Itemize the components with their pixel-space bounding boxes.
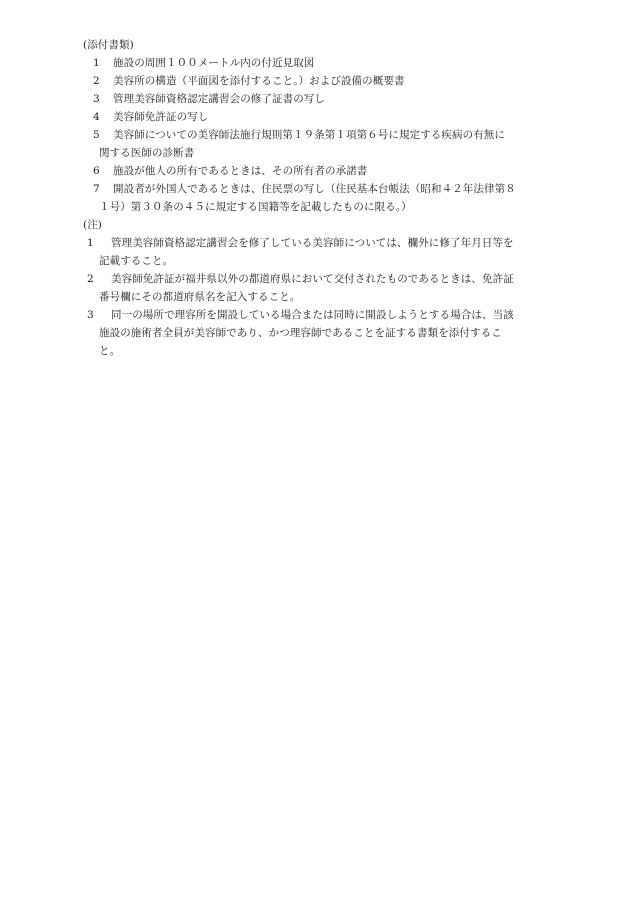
notes-section [83, 216, 563, 360]
item-number: 5 [93, 129, 100, 141]
item-text: 美容所の構造（平面図を添付すること。）および設備の概要書 [113, 75, 405, 87]
item-text: 美容師についての美容師法施行規則第１９条第１項第６号に規定する疾病の有無に [113, 129, 505, 141]
note-item-1 [83, 234, 563, 270]
attachments-heading: (添付書類) [83, 39, 134, 51]
item-text-continued: 関する医師の診断書 [99, 147, 195, 159]
item-text-continued: １号）第３０条の４５に規定する国籍等を記載したものに限る。） [99, 201, 412, 213]
attachment-item-4 [83, 108, 563, 126]
item-text: 施設が他人の所有であるときは、その所有者の承諾書 [113, 165, 368, 177]
item-number: 7 [93, 183, 100, 195]
item-text: 美容師免許証の写し [113, 111, 209, 123]
item-text: 同一の場所で理容所を開設している場合または同時に開設しようとする場合は、当該 [111, 309, 514, 321]
attachments-list [83, 54, 563, 216]
item-text: 施設の周囲１００メートル内の付近見取図 [113, 57, 315, 69]
item-text-continued: 記載すること。 [99, 255, 174, 267]
item-text-continued: 番号欄にその都道府県名を記入すること。 [99, 291, 301, 303]
item-number: 1 [93, 57, 100, 69]
item-text: 美容師免許証が福井県以外の都道府県において交付されたものであるときは、免許証 [111, 273, 514, 285]
item-number: 2 [87, 273, 94, 285]
item-text-continued: 施設の施術者全員が美容師であり、かつ理容師であることを証する書類を添付するこ [99, 327, 502, 339]
note-item-3 [83, 306, 563, 360]
item-number: 6 [93, 165, 100, 177]
item-number: 3 [93, 93, 100, 105]
attachments-section [83, 36, 563, 216]
attachment-item-1 [83, 54, 563, 72]
document-page [83, 36, 563, 360]
attachment-item-6 [83, 162, 563, 180]
item-text: 開設者が外国人であるときは、住民票の写し（住民基本台帳法（昭和４２年法律第８ [113, 183, 516, 195]
notes-heading: (注) [83, 219, 102, 231]
item-number: 1 [87, 237, 94, 249]
note-item-2 [83, 270, 563, 306]
attachment-item-3 [83, 90, 563, 108]
item-text: 管理美容師資格認定講習会の修了証書の写し [113, 93, 325, 105]
notes-list [83, 234, 563, 360]
attachment-item-7 [83, 180, 563, 216]
item-number: 3 [87, 309, 94, 321]
attachment-item-2 [83, 72, 563, 90]
item-text-continued: と。 [99, 345, 121, 357]
attachment-item-5 [83, 126, 563, 162]
item-text: 管理美容師資格認定講習会を修了している美容師については、欄外に修了年月日等を [111, 237, 514, 249]
item-number: 4 [93, 111, 100, 123]
item-number: 2 [93, 75, 100, 87]
